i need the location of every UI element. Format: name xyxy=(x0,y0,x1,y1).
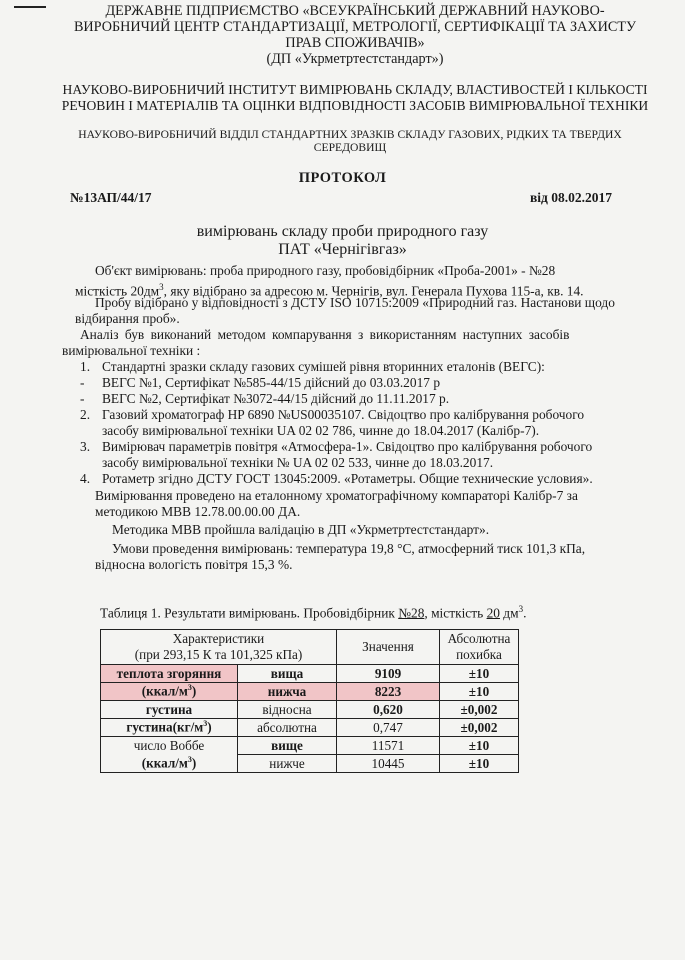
cell-density-rel-err: ±0,002 xyxy=(440,701,519,719)
table-row xyxy=(101,701,519,719)
cell-wobbe-hi-err: ±10 xyxy=(440,737,519,755)
table-caption xyxy=(100,601,660,621)
protocol-number: №13АП/44/17 xyxy=(70,190,152,205)
conditions-line-2: відносна вологість повітря 15,3 %. xyxy=(95,557,293,572)
table-row xyxy=(101,755,519,773)
list-item-text: Газовий хроматограф HP 6890 №US00035107. Свідоцтво про калібрування робочого xyxy=(102,407,585,422)
equipment-list-item xyxy=(80,375,660,391)
list-marker: - xyxy=(80,391,85,406)
list-item-text: ВЕГС №2, Сертифікат №3072-44/15 дійсний до 11.11.2017 р. xyxy=(102,391,450,406)
header-error xyxy=(440,630,519,665)
corner-dash-mark xyxy=(14,6,46,8)
cell-heat-hi-value: 9109 xyxy=(337,665,440,683)
cell-heat-lo-label: нижча xyxy=(238,683,337,701)
cell-density-rel-value: 0,620 xyxy=(337,701,440,719)
subject-line-1: вимірювань складу проби природного газу xyxy=(196,223,489,240)
results-table xyxy=(100,629,519,773)
list-marker: 4. xyxy=(80,471,91,486)
equipment-list-item xyxy=(102,455,682,471)
list-item-text: Вимірювач параметрів повітря «Атмосфера-1». Свідоцтво про калібрування робочого xyxy=(102,439,593,454)
cell-density-rel-label: відносна xyxy=(238,701,337,719)
density-abs-name-a: густина(кг/м xyxy=(126,719,204,735)
cell-wobbe-hi-value: 11571 xyxy=(337,737,440,755)
org-line-3: ПРАВ СПОЖИВАЧІВ» xyxy=(285,35,425,51)
list-item-text: Стандартні зразки складу газових сумішей рівня вторинних еталонів (ВЕГС): xyxy=(102,359,545,374)
list-item-text: ВЕГС №1, Сертифікат №585-44/15 дійсний до 03.03.2017 р xyxy=(102,375,441,390)
caption-d: . xyxy=(523,605,527,621)
cell-wobbe-hi-label: вище xyxy=(238,737,337,755)
list-item-text: засобу вимірювальної техніки № UA 02 02 533, чинне до 18.03.2017. xyxy=(102,455,494,470)
caption-c: дм xyxy=(499,605,519,621)
cell-density-abs-name xyxy=(101,719,238,737)
object-line-2-sup: 3 xyxy=(159,282,164,292)
table-header-row xyxy=(101,630,519,665)
table-row xyxy=(101,737,519,755)
header-characteristics xyxy=(101,630,337,665)
cell-heat-hi-label: вища xyxy=(238,665,337,683)
list-item-text: засобу вимірювальної техніки UA 02 02 786, чинне до 18.04.2017 (Калібр-7). xyxy=(102,423,540,438)
equipment-list-item xyxy=(80,359,660,375)
header-char-line-1: Характеристики xyxy=(172,631,265,646)
cell-heat-lo-value: 8223 xyxy=(337,683,440,701)
conditions-line-1: Умови проведення вимірювань: температура 19,8 °С, атмосферний тиск 101,3 кПа, xyxy=(112,541,586,556)
department-line-1: НАУКОВО-ВИРОБНИЧИЙ ВІДДІЛ СТАНДАРТНИХ ЗРАЗКІВ СКЛАДУ ГАЗОВИХ, РІДКИХ ТА ТВЕРДИХ xyxy=(78,128,622,141)
cell-wobbe-name: число Воббе xyxy=(101,737,238,755)
protocol-title: ПРОТОКОЛ xyxy=(298,170,387,186)
sample-line-1: Пробу відібрано у відповідності з ДСТУ ISO 10715:2009 «Природний газ. Настанови щодо xyxy=(95,295,615,310)
cell-wobbe-lo-err: ±10 xyxy=(440,755,519,773)
cell-heat-unit xyxy=(101,683,238,701)
density-abs-name-sup: 3 xyxy=(203,719,208,729)
list-marker: 3. xyxy=(80,439,91,454)
org-line-2: ВИРОБНИЧИЙ ЦЕНТР СТАНДАРТИЗАЦІЇ, МЕТРОЛОГІЇ, СЕРТИФІКАЦІЇ ТА ЗАХИСТУ xyxy=(73,19,637,35)
list-marker: 1. xyxy=(80,359,91,374)
table-row xyxy=(101,665,519,683)
cell-wobbe-unit xyxy=(101,755,238,773)
wobbe-unit-b: ) xyxy=(191,755,197,771)
table-row xyxy=(101,683,519,701)
org-line-1: ДЕРЖАВНЕ ПІДПРИЄМСТВО «ВСЕУКРАЇНСЬКИЙ ДЕРЖАВНИЙ НАУКОВО- xyxy=(105,3,605,19)
header-value: Значення xyxy=(337,630,440,665)
wobbe-unit-a: (ккал/м xyxy=(141,755,188,771)
density-abs-name-b: ) xyxy=(207,719,212,735)
object-line-1: Об'єкт вимірювань: проба природного газу, пробовідбірник «Проба-2001» - №28 xyxy=(95,263,556,278)
protocol-date: від 08.02.2017 xyxy=(530,190,612,205)
caption-sampler-number: №28 xyxy=(398,605,425,621)
analysis-line-2: вимірювальної техніки : xyxy=(62,343,201,358)
cell-density-abs-err: ±0,002 xyxy=(440,719,519,737)
wobbe-unit-sup: 3 xyxy=(187,755,192,765)
subject-line-2: ПАТ «Чернігівгаз» xyxy=(278,241,407,258)
analysis-line-1: Аналіз був виконаний методом компарування з використанням наступних засобів xyxy=(80,327,570,342)
org-line-4: (ДП «Укрметртестстандарт») xyxy=(266,51,444,67)
protocol-subject xyxy=(0,223,685,259)
equipment-list-item xyxy=(80,439,660,455)
header-err-line-2: похибка xyxy=(456,647,502,662)
equipment-list-item xyxy=(80,391,660,407)
cell-density-abs-value: 0,747 xyxy=(337,719,440,737)
cell-wobbe-lo-label: нижче xyxy=(238,755,337,773)
validation-line: Методика МВВ пройшла валідацію в ДП «Укрметртестстандарт». xyxy=(112,522,490,537)
institute-line-1: НАУКОВО-ВИРОБНИЧИЙ ІНСТИТУТ ВИМІРЮВАНЬ СКЛАДУ, ВЛАСТИВОСТЕЙ І КІЛЬКОСТІ xyxy=(62,82,648,97)
cell-wobbe-lo-value: 10445 xyxy=(337,755,440,773)
performed-line-2: методикою МВВ 12.78.00.00.00 ДА. xyxy=(95,504,301,519)
heat-unit-b: ) xyxy=(191,683,197,699)
list-marker: 2. xyxy=(80,407,91,422)
organization-header xyxy=(60,3,650,67)
institute-header xyxy=(55,82,655,114)
table-row xyxy=(101,719,519,737)
equipment-list-item xyxy=(80,471,660,487)
list-item-text: Ротаметр згідно ДСТУ ГОСТ 13045:2009. «Ротаметры. Общие технические условия». xyxy=(102,471,593,486)
heat-unit-sup: 3 xyxy=(187,683,192,693)
header-char-line-2: (при 293,15 К та 101,325 кПа) xyxy=(134,647,303,662)
caption-sup: 3 xyxy=(518,604,524,614)
caption-b: , місткість xyxy=(424,605,487,621)
institute-line-2: РЕЧОВИН І МАТЕРІАЛІВ ТА ОЦІНКИ ВІДПОВІДНОСТІ ЗАСОБІВ ВИМІРЮВАЛЬНОЇ ТЕХНІКИ xyxy=(61,98,649,113)
department-header xyxy=(40,128,660,154)
object-line-2-a: місткість 20дм xyxy=(75,283,160,299)
department-line-2: СЕРЕДОВИЩ xyxy=(313,141,387,154)
list-marker: - xyxy=(80,375,85,390)
performed-line-1: Вимірювання проведено на еталонному хроматографічному компараторі Калібр-7 за xyxy=(95,488,578,503)
caption-volume: 20 xyxy=(486,605,500,621)
cell-heat-hi-err: ±10 xyxy=(440,665,519,683)
cell-density-name: густина xyxy=(101,701,238,719)
sample-line-2: відбирання проб». xyxy=(75,311,180,326)
object-line-2-b: , яку відібрано за адресою м. Чернігів, вул. Генерала Пухова 115-а, кв. 14. xyxy=(163,283,584,299)
equipment-list-item xyxy=(102,423,682,439)
caption-a: Таблиця 1. Результати вимірювань. Пробовідбірник xyxy=(100,605,399,621)
equipment-list-item xyxy=(80,407,660,423)
header-err-line-1: Абсолютна xyxy=(447,631,511,646)
heat-unit-a: (ккал/м xyxy=(141,683,188,699)
cell-heat-lo-err: ±10 xyxy=(440,683,519,701)
cell-heat-name: теплота згоряння xyxy=(101,665,238,683)
cell-density-abs-label: абсолютна xyxy=(238,719,337,737)
